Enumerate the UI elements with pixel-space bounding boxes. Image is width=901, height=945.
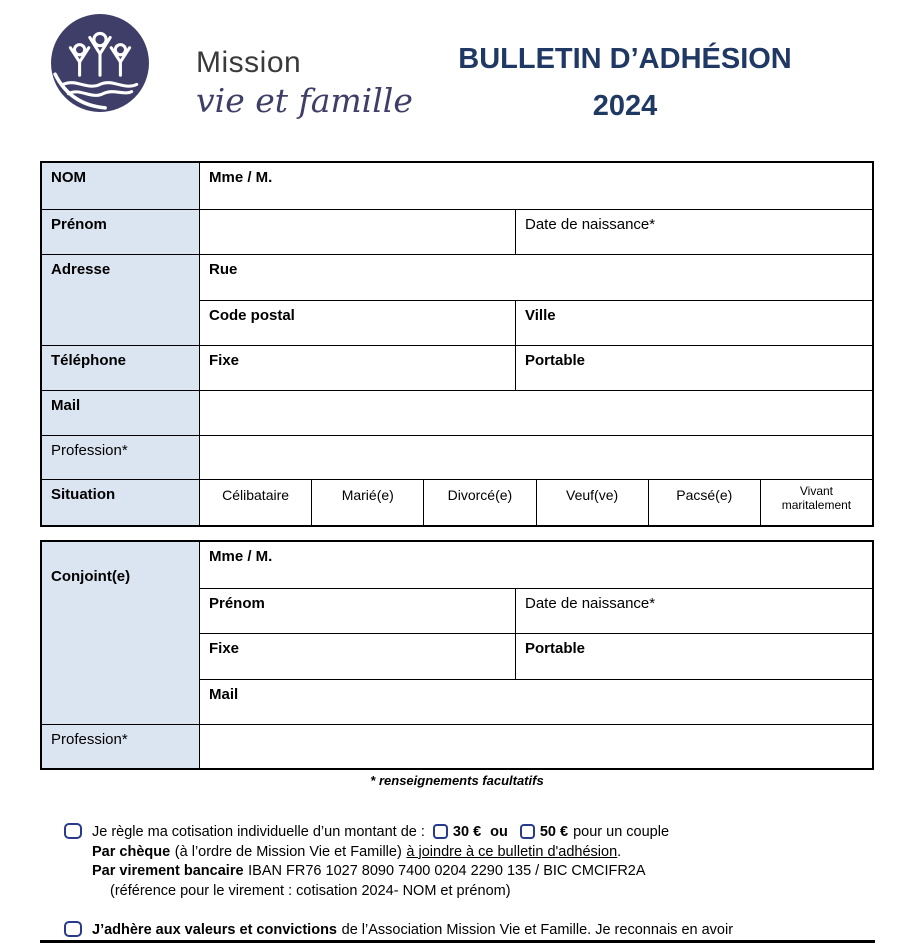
code-postal-field[interactable]: [200, 301, 515, 345]
adresse-row: [42, 254, 872, 345]
portable-field[interactable]: [515, 346, 872, 390]
situation-row: [42, 479, 872, 525]
spouse-info-table: [40, 540, 874, 770]
portable-label: Portable: [525, 352, 586, 369]
cotisation-line: [64, 823, 874, 843]
adresse-label: Adresse: [51, 261, 111, 278]
spouse-profession-label: Profession*: [51, 731, 128, 748]
spouse-birthdate-field[interactable]: [515, 589, 872, 633]
prenom-label: Prénom: [51, 216, 107, 233]
birthdate-field[interactable]: [515, 210, 872, 254]
spouse-profession-label-cell: [42, 725, 200, 768]
ville-label: Ville: [525, 307, 556, 324]
brand-name: Mission: [196, 46, 302, 79]
mail-field[interactable]: [200, 391, 872, 435]
nom-field[interactable]: [200, 163, 872, 209]
cheque-period: .: [617, 843, 622, 860]
logo-icon: [50, 13, 150, 113]
spouse-portable-label: Portable: [525, 640, 586, 657]
birthdate-label: Date de naissance*: [525, 216, 656, 233]
agreement-checkbox[interactable]: [64, 921, 82, 937]
spouse-fixe-field[interactable]: [200, 634, 515, 679]
nom-label: NOM: [51, 169, 86, 186]
prenom-label-cell: [42, 210, 200, 254]
spouse-birthdate-label: Date de naissance*: [525, 595, 656, 612]
rue-label: Rue: [209, 261, 238, 278]
form-year: 2024: [592, 90, 658, 122]
page-title: [440, 36, 810, 130]
mail-label-cell: [42, 391, 200, 435]
transfer-reference-line: (référence pour le virement : cotisation 2024- NOM et prénom): [110, 882, 511, 899]
cheque-bold: Par chèque: [92, 843, 171, 860]
member-info-table: [40, 161, 874, 527]
spouse-fixe-label: Fixe: [209, 640, 240, 657]
fixe-field[interactable]: [200, 346, 515, 390]
situation-option-veuf[interactable]: Veuf(ve): [536, 480, 648, 525]
cotisation-intro: Je règle ma cotisation individuelle d’un montant de :: [92, 824, 425, 840]
payment-section: [64, 823, 874, 901]
next-section-top-border: [40, 940, 875, 943]
ville-field[interactable]: [515, 301, 872, 345]
brand-tagline: vie et famille: [196, 81, 413, 120]
cheque-text: (à l’ordre de Mission Vie et Famille): [174, 843, 402, 860]
spouse-mail-field[interactable]: [200, 680, 872, 724]
situation-option-divorce[interactable]: Divorcé(e): [423, 480, 535, 525]
spouse-portable-field[interactable]: [515, 634, 872, 679]
spouse-mail-label: Mail: [209, 686, 239, 703]
agreement-text: de l’Association Mission Vie et Famille. Je reconnais en avoir: [341, 922, 734, 938]
situation-option-pacse[interactable]: Pacsé(e): [648, 480, 760, 525]
fixe-label: Fixe: [209, 352, 240, 369]
amount-50-checkbox[interactable]: [520, 824, 535, 839]
rue-field[interactable]: [200, 255, 872, 300]
form-title: BULLETIN D’ADHÉSION: [458, 43, 792, 75]
brand-block: [196, 46, 413, 120]
code-postal-label: Code postal: [209, 307, 295, 324]
spouse-nom-field[interactable]: [200, 542, 872, 588]
cheque-underline: à joindre à ce bulletin d'adhésion: [406, 843, 618, 860]
situation-option-vivant-maritalement[interactable]: Vivant maritalement: [760, 480, 872, 525]
profession-field[interactable]: [200, 436, 872, 479]
transfer-line: [92, 862, 874, 882]
situation-label-cell: [42, 480, 200, 525]
spouse-profession-field[interactable]: [200, 725, 872, 768]
profession-row: [42, 435, 872, 479]
agreement-bold: J’adhère aux valeurs et convictions: [92, 922, 337, 938]
mail-label: Mail: [51, 397, 81, 414]
nom-label-cell: [42, 163, 200, 209]
transfer-iban: IBAN FR76 1027 8090 7400 0204 2290 135 / BIC CMCIFR2A: [248, 863, 646, 879]
prenom-row: [42, 209, 872, 254]
civility-label: Mme / M.: [209, 169, 273, 186]
situation-label: Situation: [51, 486, 116, 503]
amount-30-label: 30 €: [452, 824, 482, 840]
spouse-prenom-field[interactable]: [200, 589, 515, 633]
cotisation-checkbox[interactable]: [64, 823, 82, 839]
or-label: ou: [490, 824, 508, 840]
amount-30-checkbox[interactable]: [433, 824, 448, 839]
spouse-prenom-label: Prénom: [209, 595, 265, 612]
nom-row: [42, 163, 872, 209]
telephone-label-cell: [42, 346, 200, 390]
prenom-field[interactable]: [200, 210, 515, 254]
adresse-label-cell: [42, 255, 200, 345]
spouse-civility-label: Mme / M.: [209, 548, 273, 565]
situation-option-celibataire[interactable]: Célibataire: [222, 487, 290, 503]
optional-fields-footnote: * renseignements facultatifs: [370, 773, 544, 788]
spouse-profession-row: [42, 724, 872, 768]
profession-label-cell: [42, 436, 200, 479]
conjoint-label: Conjoint(e): [51, 568, 131, 585]
cheque-line: [92, 843, 874, 863]
conjoint-rows: [42, 542, 872, 724]
profession-label: Profession*: [51, 442, 128, 459]
telephone-row: [42, 345, 872, 390]
couple-suffix: pour un couple: [573, 824, 670, 840]
telephone-label: Téléphone: [51, 352, 127, 369]
amount-50-label: 50 €: [539, 824, 569, 840]
situation-option-marie[interactable]: Marié(e): [311, 480, 423, 525]
agreement-section: [64, 921, 874, 938]
mail-row: [42, 390, 872, 435]
mission-vie-et-famille-logo: [50, 13, 150, 118]
transfer-bold: Par virement bancaire: [92, 863, 244, 879]
conjoint-label-cell: [42, 542, 200, 724]
